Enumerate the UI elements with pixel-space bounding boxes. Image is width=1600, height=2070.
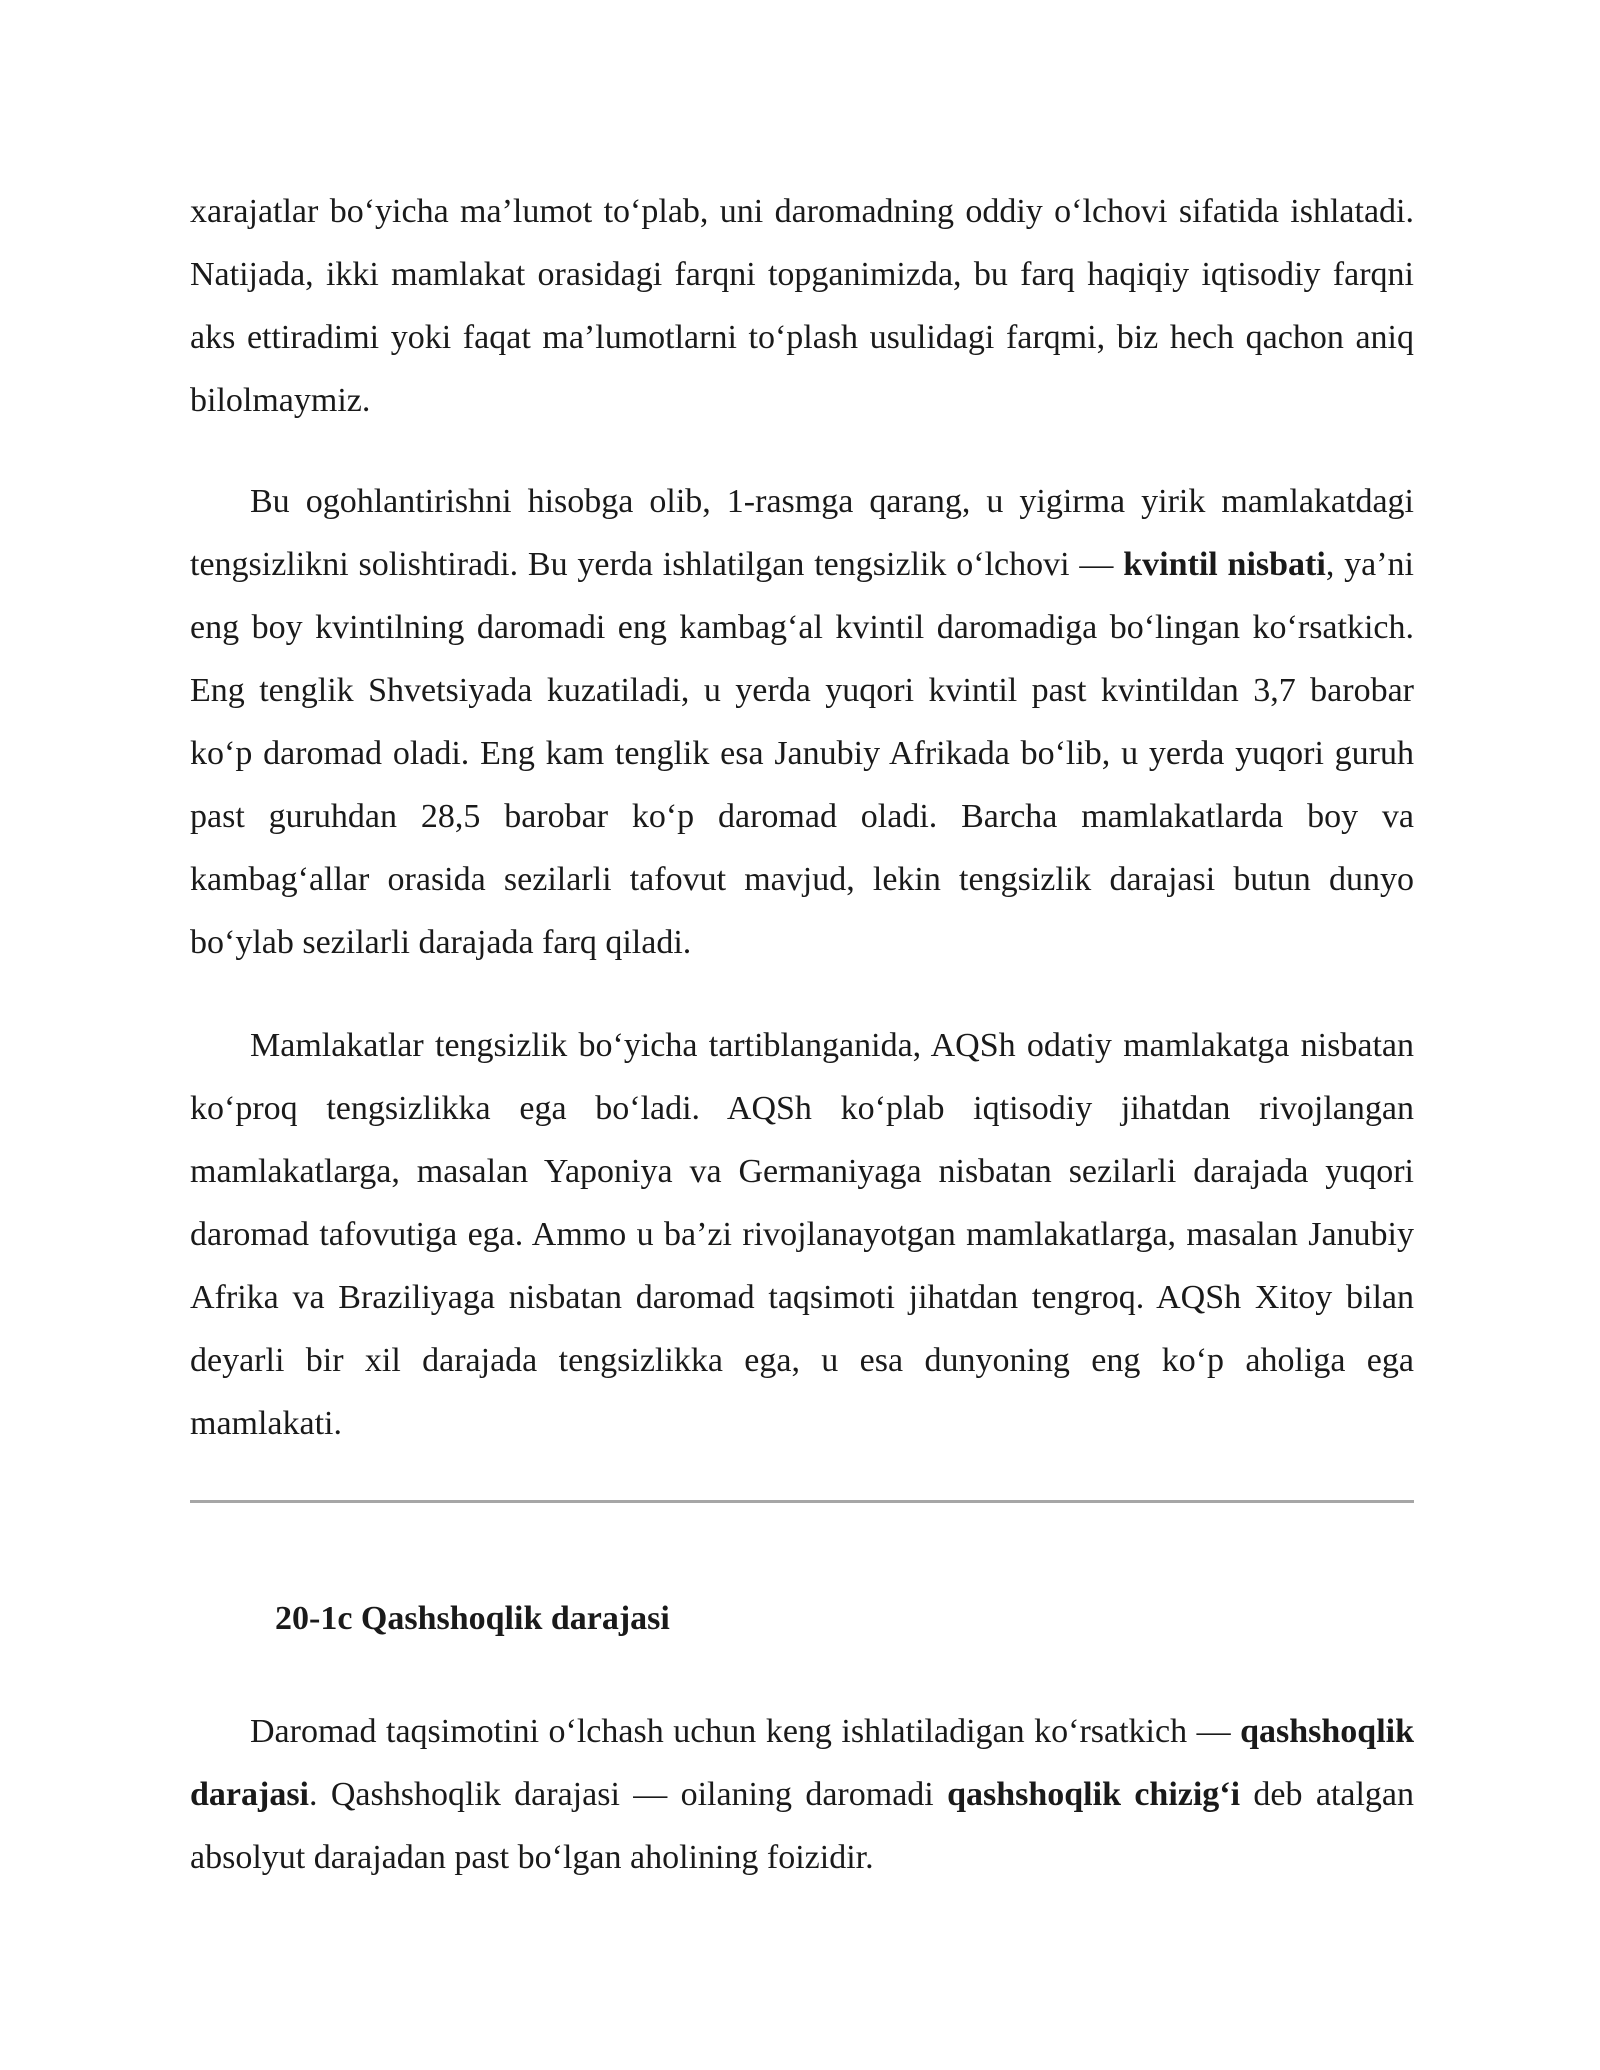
- paragraph-4-text-2: . Qashshoqlik darajasi — oilaning daromadi: [309, 1776, 948, 1813]
- paragraph-4-body: [190, 1700, 1414, 1889]
- paragraph-us-inequality: [190, 1014, 1414, 1455]
- section-divider: [190, 1500, 1414, 1503]
- paragraph-2-text-2: , ya’ni eng boy kvintilning daromadi eng kambag‘al kvintil daromadiga bo‘lingan ko‘rsatkich. Eng tenglik Shvetsiyada kuzatiladi, u yerda yuqori kvintil past kvintildan 3,7 barobar ko‘p daromad oladi. Eng kam tenglik esa Janubiy Afrikada bo‘lib, u yerda yuqori guruh past guruhdan 28,5 barobar ko‘p daromad oladi. Barcha mamlakatlarda boy va kambag‘allar orasida sezilarli tafovut mavjud, lekin tengsizlik darajasi butun dunyo bo‘ylab sezilarli darajada farq qiladi.: [190, 546, 1415, 961]
- paragraph-4-text-3: deb atalgan absolyut darajadan past bo‘lgan aholining foizidir.: [190, 1776, 1415, 1876]
- term-poverty-rate: qashshoqlik darajasi: [190, 1713, 1414, 1813]
- paragraph-continuation: [190, 180, 1414, 432]
- paragraph-poverty-rate: [190, 1700, 1414, 1889]
- paragraph-2-body: [190, 470, 1414, 974]
- term-quintile-ratio: kvintil nisbati: [1123, 546, 1326, 583]
- paragraph-2-text-1: Bu ogohlantirishni hisobga olib, 1-rasmga qarang, u yigirma yirik mamlakatdagi tengsizlikni solishtiradi. Bu yerda ishlatilgan tengsizlik o‘lchovi —: [190, 483, 1414, 583]
- paragraph-1-text: xarajatlar bo‘yicha ma’lumot to‘plab, uni daromadning oddiy o‘lchovi sifatida ishlatadi. Natijada, ikki mamlakat orasidagi farqni topganimizda, bu farq haqiqiy iqtisodiy farqni aks ettiradimi yoki faqat ma’lumotlarni to‘plash usulidagi farqmi, biz hech qachon aniq bilolmaymiz.: [190, 193, 1414, 419]
- section-heading: 20-1c Qashshoqlik darajasi: [275, 1600, 670, 1637]
- term-poverty-line: qashshoqlik chizig‘i: [947, 1776, 1241, 1813]
- paragraph-4-text-1: Daromad taqsimotini o‘lchash uchun keng ishlatiladigan ko‘rsatkich —: [250, 1713, 1241, 1750]
- paragraph-quintile-ratio: [190, 470, 1414, 974]
- paragraph-3-text: Mamlakatlar tengsizlik bo‘yicha tartiblanganida, AQSh odatiy mamlakatga nisbatan ko‘proq tengsizlikka ega bo‘ladi. AQSh ko‘plab iqtisodiy jihatdan rivojlangan mamlakatlarga, masalan Yaponiya va Germaniyaga nisbatan sezilarli darajada yuqori daromad tafovutiga ega. Ammo u ba’zi rivojlanayotgan mamlakatlarga, masalan Janubiy Afrika va Braziliyaga nisbatan daromad taqsimoti jihatdan tengroq. AQSh Xitoy bilan deyarli bir xil darajada tengsizlikka ega, u esa dunyoning eng ko‘p aholiga ega mamlakati.: [190, 1027, 1414, 1442]
